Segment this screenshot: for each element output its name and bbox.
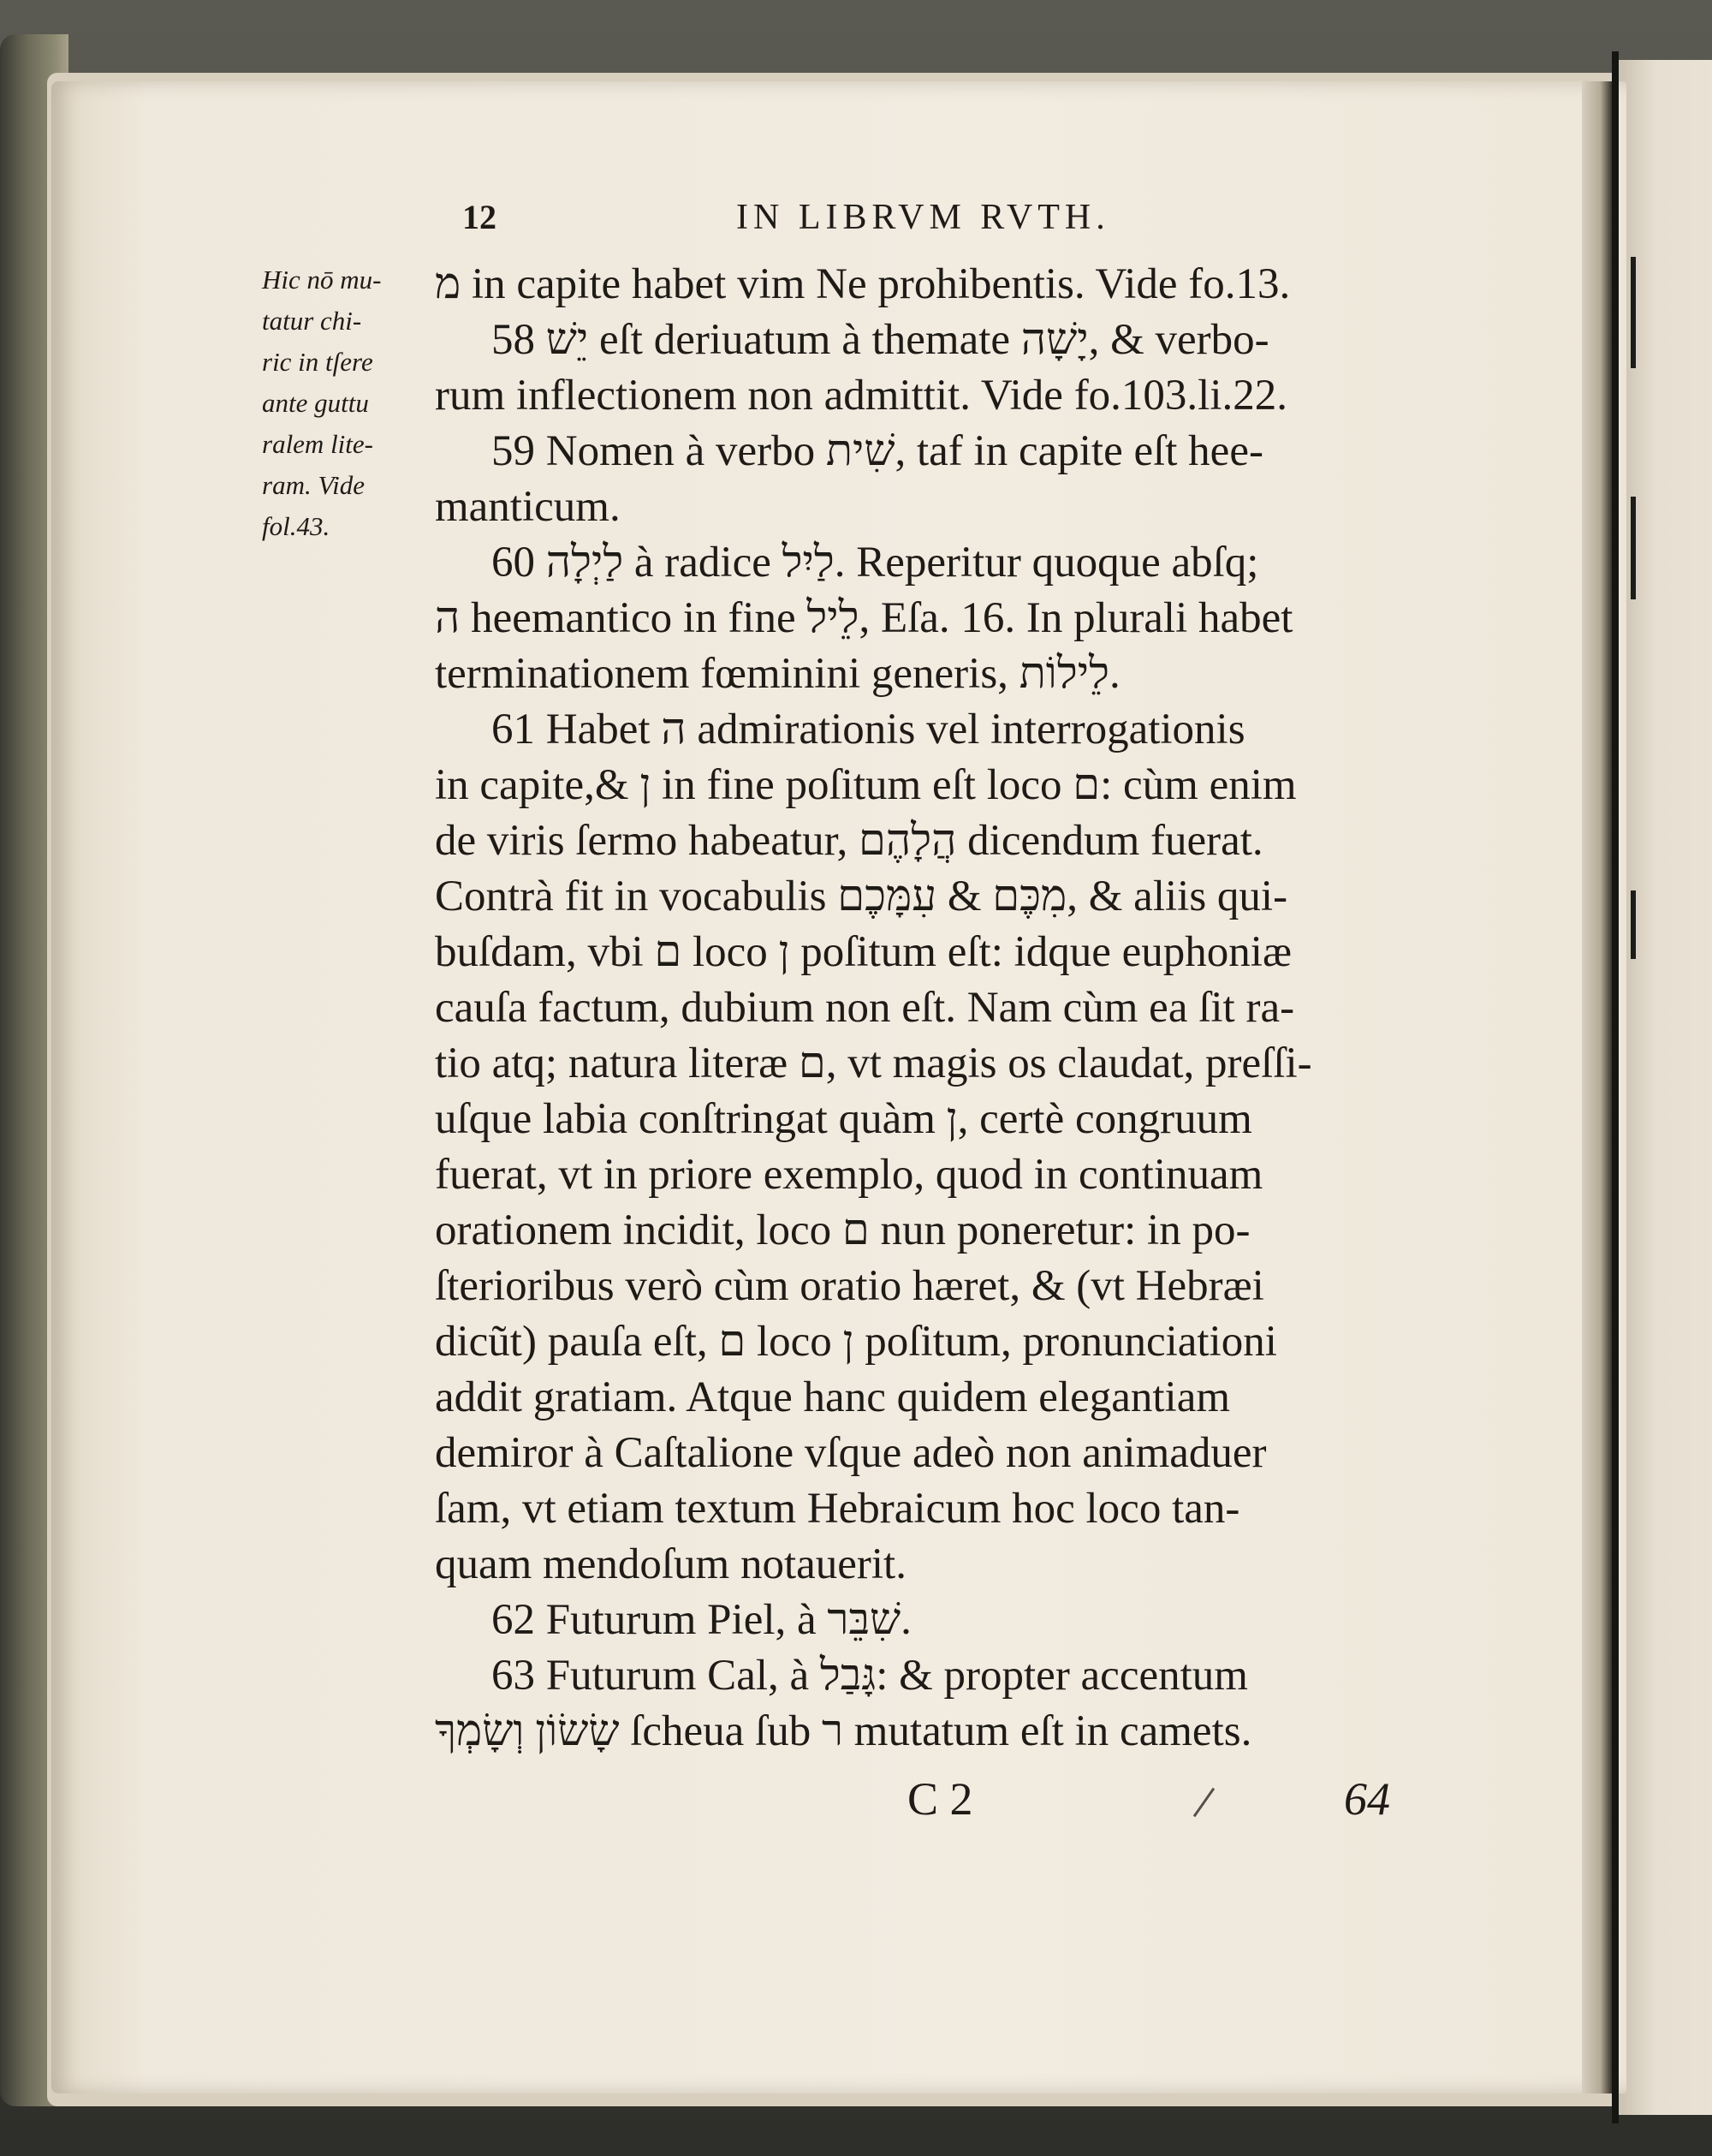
- marginal-note-line: Hic nō mu-: [262, 265, 382, 295]
- text-line: demiror à Caſtalione vſque adeò non animaduer: [435, 1429, 1267, 1477]
- facing-page-mark: [1631, 890, 1636, 959]
- text-line: quam mendoſum notauerit.: [435, 1540, 907, 1588]
- text-line: manticum.: [435, 483, 621, 531]
- text-line: tio atq; natura literæ ם, vt magis os claudat, preſſi-: [435, 1039, 1312, 1087]
- facing-page-edge: [1614, 60, 1712, 2115]
- text-line: buſdam, vbi ם loco ן poſitum eſt: idque euphoniæ: [435, 928, 1292, 976]
- handwritten-page-number: 64: [1344, 1773, 1390, 1825]
- marginal-note-line: ralem lite-: [262, 429, 373, 459]
- text-line: 60 לַיְלָה à radice לַיִל. Reperitur quoque abſq;: [491, 539, 1259, 587]
- text-line: fuerat, vt in priore exemplo, quod in continuam: [435, 1151, 1263, 1199]
- text-line: cauſa factum, dubium non eſt. Nam cùm ea ſit ra-: [435, 984, 1295, 1032]
- marginal-note-line: tatur chi-: [262, 306, 362, 336]
- text-line: מ in capite habet vim Ne prohibentis. Vide fo.13.: [435, 260, 1291, 308]
- facing-page-mark: [1631, 257, 1636, 368]
- text-line: ſterioribus verò cùm oratio hæret, & (vt Hebræi: [435, 1262, 1264, 1310]
- text-line: ה heemantico in fine לֵיל, Eſa. 16. In plurali habet: [435, 594, 1293, 642]
- marginal-note-line: ric in tſere: [262, 347, 373, 377]
- text-line: in capite,& ן in fine poſitum eſt loco ם: cùm enim: [435, 761, 1297, 809]
- text-line: addit gratiam. Atque hanc quidem elegantiam: [435, 1373, 1231, 1421]
- text-line: 62 Futurum Piel, à שִׁבֵּר.: [491, 1596, 912, 1644]
- spine-shadow: [1612, 51, 1619, 2123]
- page-gutter: [1582, 81, 1613, 2093]
- facing-page-mark: [1631, 497, 1636, 599]
- page-header: [462, 197, 1412, 248]
- marginal-note-line: fol.43.: [262, 511, 330, 541]
- text-line: Contrà fit in vocabulis מִכֶּם & עִמָּכֶם, & aliis qui-: [435, 873, 1288, 920]
- body-text: [435, 257, 1415, 1760]
- text-line: uſque labia conſtringat quàm ן, certè congruum: [435, 1095, 1252, 1143]
- marginal-note: [262, 259, 425, 547]
- text-line: 61 Habet ה admirationis vel interrogationis: [491, 706, 1245, 753]
- running-title: IN LIBRVM RVTH.: [736, 198, 1110, 237]
- text-line: rum inflectionem non admittit. Vide fo.103.li.22.: [435, 372, 1288, 420]
- text-line: שָׂשׂוֹן וְשָׂמְךָ ſcheua ſub ר mutatum eſt in camets.: [435, 1707, 1252, 1755]
- text-line: 59 Nomen à verbo שִׁית, taf in capite eſt hee-: [491, 427, 1263, 475]
- marginal-note-line: ram. Vide: [262, 470, 365, 500]
- text-line: de viris ſermo habeatur, הֲלָהֶם dicendum fuerat.: [435, 817, 1263, 865]
- text-line: ſam, vt etiam textum Hebraicum hoc loco tan-: [435, 1485, 1240, 1533]
- text-line: 58 יֵשׁ eſt deriuatum à themate יָשָׁה, & verbo-: [491, 316, 1269, 364]
- signature-mark: C 2: [907, 1773, 973, 1825]
- text-line: terminationem fœminini generis, לֵילוֹת.: [435, 650, 1121, 698]
- folio-number: 12: [462, 198, 496, 236]
- marginal-note-line: ante guttu: [262, 388, 369, 418]
- text-line: 63 Futurum Cal, à גָּבַל: & propter accentum: [491, 1652, 1248, 1700]
- text-line: orationem incidit, loco ם nun poneretur: in po-: [435, 1206, 1251, 1254]
- text-line: dicũt) pauſa eſt, ם loco ן poſitum, pronunciationi: [435, 1318, 1277, 1366]
